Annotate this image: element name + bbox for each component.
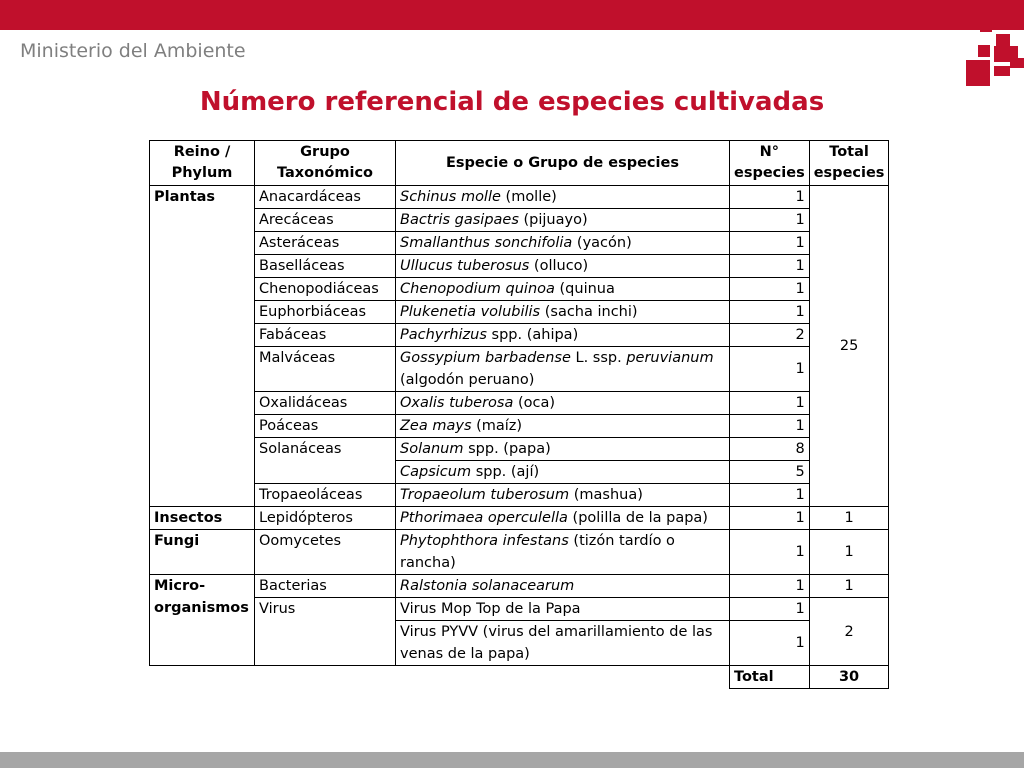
grupo-cell: Lepidópteros [255, 507, 396, 530]
table-row [150, 209, 889, 232]
grupo-cell: Euphorbiáceas [255, 301, 396, 324]
especie-cell: Chenopodium quinoa (quinua [396, 278, 730, 301]
n-especies-cell: 1 [730, 209, 810, 232]
grupo-cell: Oomycetes [255, 530, 396, 575]
bottom-bar [0, 752, 1024, 768]
table-row [150, 392, 889, 415]
page-title: Número referencial de especies cultivadas [199, 87, 825, 117]
total-cell: 1 [809, 530, 889, 575]
especie-cell: Plukenetia volubilis (sacha inchi) [396, 301, 730, 324]
grupo-cell: Asteráceas [255, 232, 396, 255]
grupo-cell: Arecáceas [255, 209, 396, 232]
especie-cell: Capsicum spp. (ají) [396, 461, 730, 484]
grand-total-label: Total [730, 666, 810, 689]
especie-cell: Oxalis tuberosa (oca) [396, 392, 730, 415]
grupo-cell: Bacterias [255, 575, 396, 598]
table-row [150, 347, 889, 392]
table-row [150, 438, 889, 461]
table-row [150, 530, 889, 575]
grupo-cell: Malváceas [255, 347, 396, 392]
n-especies-cell: 1 [730, 484, 810, 507]
grupo-cell: Poáceas [255, 415, 396, 438]
especie-cell: Bactris gasipaes (pijuayo) [396, 209, 730, 232]
table-row [150, 415, 889, 438]
reino-cell: Fungi [150, 530, 255, 575]
total-cell: 25 [809, 186, 889, 507]
grand-total-row [150, 666, 889, 689]
table-row [150, 301, 889, 324]
ministry-label: Ministerio del Ambiente [20, 40, 246, 62]
grupo-cell: Tropaeoláceas [255, 484, 396, 507]
especie-cell: Solanum spp. (papa) [396, 438, 730, 461]
table-row [150, 186, 889, 209]
reino-cell: Insectos [150, 507, 255, 530]
grand-total-value: 30 [809, 666, 889, 689]
grupo-cell: Oxalidáceas [255, 392, 396, 415]
especie-cell: Gossypium barbadense L. ssp. peruvianum (algodón peruano) [396, 347, 730, 392]
n-especies-cell: 5 [730, 461, 810, 484]
header-reino: Reino / Phylum [150, 141, 255, 186]
n-especies-cell: 1 [730, 598, 810, 621]
total-cell: 1 [809, 575, 889, 598]
table-row [150, 575, 889, 598]
header-grupo: Grupo Taxonómico [255, 141, 396, 186]
n-especies-cell: 1 [730, 392, 810, 415]
table-row [150, 232, 889, 255]
total-cell: 2 [809, 598, 889, 666]
table-row [150, 507, 889, 530]
especie-cell: Virus Mop Top de la Papa [396, 598, 730, 621]
grupo-cell: Virus [255, 598, 396, 666]
especie-cell: Phytophthora infestans (tizón tardío o rancha) [396, 530, 730, 575]
n-especies-cell: 1 [730, 621, 810, 666]
header-especie: Especie o Grupo de especies [396, 141, 730, 186]
header-total-especies: Total especies [809, 141, 889, 186]
especie-cell: Ralstonia solanacearum [396, 575, 730, 598]
especie-cell: Pthorimaea operculella (polilla de la papa) [396, 507, 730, 530]
table-row [150, 324, 889, 347]
table-row [150, 255, 889, 278]
n-especies-cell: 1 [730, 255, 810, 278]
especie-cell: Schinus molle (molle) [396, 186, 730, 209]
table-row [150, 278, 889, 301]
table-row [150, 598, 889, 621]
table-row [150, 484, 889, 507]
n-especies-cell: 1 [730, 232, 810, 255]
n-especies-cell: 2 [730, 324, 810, 347]
n-especies-cell: 1 [730, 278, 810, 301]
grupo-cell: Anacardáceas [255, 186, 396, 209]
reino-cell: Plantas [150, 186, 255, 507]
especie-cell: Tropaeolum tuberosum (mashua) [396, 484, 730, 507]
grupo-cell: Solanáceas [255, 438, 396, 484]
especie-cell: Smallanthus sonchifolia (yacón) [396, 232, 730, 255]
n-especies-cell: 8 [730, 438, 810, 461]
n-especies-cell: 1 [730, 186, 810, 209]
header-n-especies: N° especies [730, 141, 810, 186]
especie-cell: Pachyrhizus spp. (ahipa) [396, 324, 730, 347]
ministry-logo-icon [960, 20, 1024, 90]
top-bar [0, 0, 1024, 30]
grupo-cell: Chenopodiáceas [255, 278, 396, 301]
especie-cell: Ullucus tuberosus (olluco) [396, 255, 730, 278]
n-especies-cell: 1 [730, 301, 810, 324]
especie-cell: Virus PYVV (virus del amarillamiento de las venas de la papa) [396, 621, 730, 666]
reino-cell: Micro-organismos [150, 575, 255, 666]
table-header-row [150, 141, 889, 186]
n-especies-cell: 1 [730, 347, 810, 392]
n-especies-cell: 1 [730, 575, 810, 598]
n-especies-cell: 1 [730, 507, 810, 530]
grupo-cell: Fabáceas [255, 324, 396, 347]
especie-cell: Zea mays (maíz) [396, 415, 730, 438]
n-especies-cell: 1 [730, 415, 810, 438]
total-cell: 1 [809, 507, 889, 530]
grupo-cell: Baselláceas [255, 255, 396, 278]
n-especies-cell: 1 [730, 530, 810, 575]
species-table [149, 140, 889, 689]
